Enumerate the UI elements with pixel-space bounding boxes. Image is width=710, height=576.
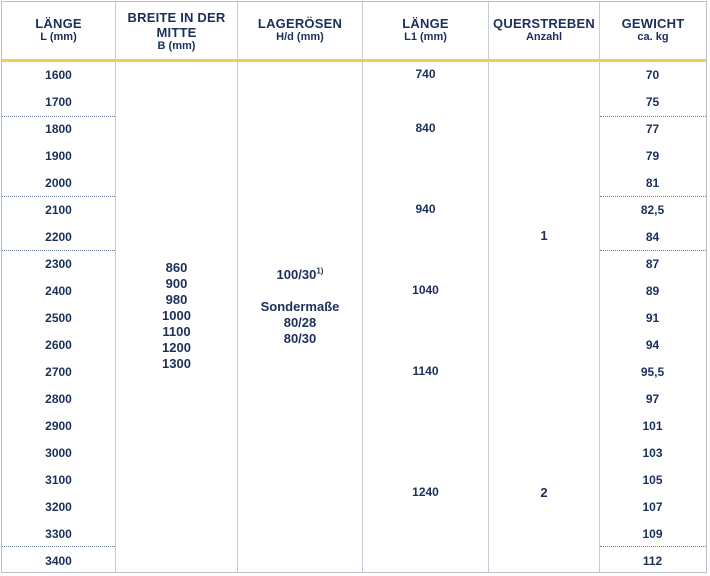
weight-cell: 87 [645, 257, 660, 271]
lageroesen-main: 100/30$^{1)}$ [276, 266, 324, 282]
breite-value: 900 [165, 276, 188, 291]
breite-values [116, 260, 237, 372]
header-laenge-l: LÄNGE L (mm) [35, 16, 82, 43]
weight-cell: 70 [645, 68, 660, 82]
row-separator [2, 196, 115, 197]
l1-value: 840 [415, 121, 436, 135]
length-cell: 2500 [45, 311, 72, 325]
weight-cell: 107 [642, 500, 663, 514]
header-gewicht: GEWICHT ca. kg [621, 16, 685, 43]
header-laenge-l1: LÄNGE L1 (mm) [402, 16, 449, 43]
length-cell: 1900 [45, 149, 72, 163]
weight-cell: 89 [645, 284, 660, 298]
weight-cell: 82,5 [640, 203, 665, 217]
length-cell: 1800 [45, 122, 72, 136]
sondermass-value: 80/28 [283, 315, 317, 330]
header-breite: BREITE IN DER MITTE B (mm) [127, 10, 226, 52]
length-cell: 2100 [45, 203, 72, 217]
breite-value: 1200 [162, 340, 191, 355]
l1-value: 940 [415, 202, 436, 216]
l1-value: 1240 [412, 485, 439, 499]
breite-value: 1000 [162, 308, 191, 323]
header-lageroesen: LAGERÖSEN H/d (mm) [257, 16, 343, 43]
length-cell: 2600 [45, 338, 72, 352]
table-header [2, 2, 706, 60]
breite-value: 860 [165, 260, 188, 275]
row-separator [600, 116, 706, 117]
footnote-marker: 1) [316, 266, 324, 276]
weight-cell: 109 [642, 527, 663, 541]
l1-value: 1040 [412, 283, 439, 297]
length-cell: 2300 [45, 257, 72, 271]
row-separator [2, 546, 115, 547]
row-separator [600, 196, 706, 197]
product-table [1, 1, 707, 573]
length-cell: 3300 [45, 527, 72, 541]
weight-cell: 94 [645, 338, 660, 352]
length-cell: 2000 [45, 176, 72, 190]
length-cell: 3100 [45, 473, 72, 487]
length-cell: 2800 [45, 392, 72, 406]
breite-value: 1300 [162, 356, 191, 371]
length-cell: 2700 [45, 365, 72, 379]
l1-value: 1140 [412, 364, 439, 378]
length-cell: 3000 [45, 446, 72, 460]
length-cell: 2400 [45, 284, 72, 298]
length-cell: 2200 [45, 230, 72, 244]
weight-cell: 81 [645, 176, 660, 190]
lageroesen-values [238, 267, 362, 347]
length-cell: 3400 [45, 554, 72, 568]
sondermass-value: 80/30 [283, 331, 317, 346]
weight-cell: 105 [642, 473, 663, 487]
querstreben-value: 1 [540, 228, 548, 243]
weight-cell: 79 [645, 149, 660, 163]
l1-value: 740 [415, 67, 436, 81]
weight-cell: 75 [645, 95, 660, 109]
breite-value: 1100 [162, 324, 191, 339]
weight-cell: 97 [645, 392, 660, 406]
row-separator [2, 116, 115, 117]
weight-cell: 84 [645, 230, 660, 244]
header-querstreben: QUERSTREBEN Anzahl [493, 16, 595, 43]
length-cell: 1700 [45, 95, 72, 109]
querstreben-value: 2 [540, 485, 548, 500]
weight-cell: 112 [642, 554, 663, 568]
weight-cell: 95,5 [640, 365, 665, 379]
length-cell: 1600 [45, 68, 72, 82]
row-separator [2, 250, 115, 251]
breite-value: 980 [165, 292, 188, 307]
length-cell: 2900 [45, 419, 72, 433]
length-cell: 3200 [45, 500, 72, 514]
weight-cell: 103 [642, 446, 663, 460]
weight-cell: 101 [642, 419, 663, 433]
row-separator [600, 546, 706, 547]
weight-cell: 91 [645, 311, 660, 325]
weight-cell: 77 [645, 122, 660, 136]
row-separator [600, 250, 706, 251]
sondermasse-label: Sondermaße [260, 299, 340, 314]
